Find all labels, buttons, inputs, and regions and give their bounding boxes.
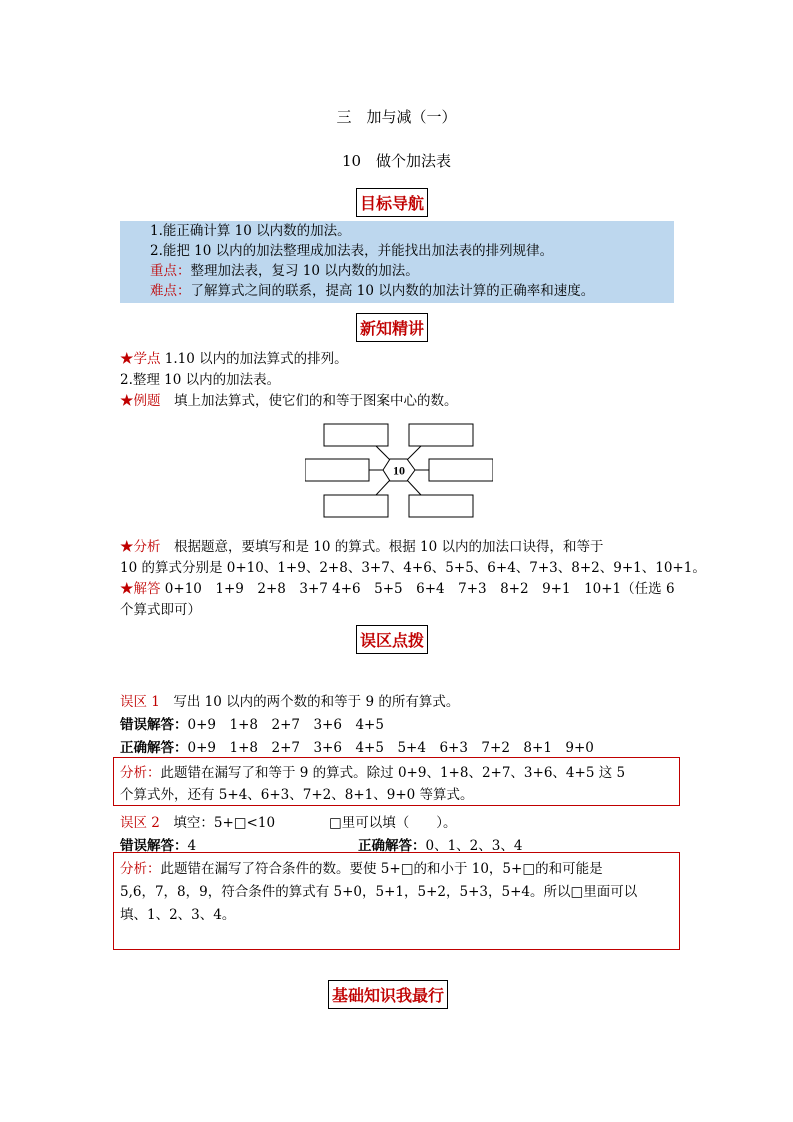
center-number: 10 xyxy=(393,463,405,478)
section-header-goals: 目标导航 xyxy=(356,188,428,217)
mistake1-analysis-text-1: 此题错在漏写了和等于 9 的算式。除过 0+9、1+8、2+7、3+6、4+5 这 5 xyxy=(160,765,626,781)
goal-line-1: 1.能正确计算 10 以内数的加法。 xyxy=(150,223,351,239)
difficulty-text: 了解算式之间的联系，提高 10 以内数的加法计算的正确率和速度。 xyxy=(190,283,595,299)
analysis-line-1 xyxy=(120,535,604,555)
mistake1-analysis-box xyxy=(113,757,680,806)
learning-point-1 xyxy=(120,347,348,367)
mistake2-right-label: 正确解答： xyxy=(358,838,426,854)
example-line xyxy=(120,389,458,409)
mistake1-label: 误区 1 xyxy=(120,694,160,710)
mistake1-question-text: 写出 10 以内的两个数的和等于 9 的所有算式。 xyxy=(159,694,460,710)
mistake1-analysis-label: 分析： xyxy=(120,765,161,781)
connector-top-right xyxy=(407,446,421,460)
answer-label: ★解答 xyxy=(120,581,161,597)
section-header-basics: 基础知识我最行 xyxy=(328,980,448,1009)
mistake1-right-text: 0+9 1+8 2+7 3+6 4+5 5+4 6+3 7+2 8+1 9+0 xyxy=(187,740,594,756)
mistake2-label: 误区 2 xyxy=(120,815,160,831)
mistake2-question xyxy=(120,811,457,831)
mistake1-right-answer xyxy=(120,736,594,756)
mistake1-right-label: 正确解答： xyxy=(120,740,188,756)
mistake2-right-answer xyxy=(358,834,522,854)
connector-bottom-left xyxy=(376,480,390,495)
goal-line-2: 2.能把 10 以内的加法整理成加法表，并能找出加法表的排列规律。 xyxy=(150,243,554,259)
mistake1-analysis-line-2: 个算式外，还有 5+4、6+3、7+2、8+1、9+0 等算式。 xyxy=(120,787,474,803)
answer-line-1 xyxy=(120,577,675,597)
mistake2-analysis-line-1 xyxy=(120,857,603,877)
mistake1-analysis-line-1 xyxy=(120,761,625,781)
example-label: ★例题 xyxy=(120,393,161,409)
answer-box-top-left xyxy=(324,424,388,446)
key-point-line xyxy=(150,261,419,281)
lesson-title: 10 做个加法表 xyxy=(341,152,452,170)
difficulty-label: 难点： xyxy=(150,283,191,299)
analysis-label: ★分析 xyxy=(120,539,161,555)
mistake2-analysis-label: 分析： xyxy=(120,861,161,877)
goals-box xyxy=(120,221,674,303)
key-point-label: 重点： xyxy=(150,263,191,279)
connector-bottom-right xyxy=(407,480,421,495)
mistake2-analysis-text-1: 此题错在漏写了符合条件的数。要使 5+□的和小于 10，5+□的和可能是 xyxy=(160,861,603,877)
answer-text-1: 0+10 1+9 2+8 3+7 4+6 5+5 6+4 7+3 8+2 9+1 10+1（任选 6 xyxy=(160,581,675,597)
mistake2-wrong-label: 错误解答： xyxy=(120,838,188,854)
mistake2-analysis-box xyxy=(113,852,680,950)
analysis-line-2: 10 的算式分别是 0+10、1+9、2+8、3+7、4+6、5+5、6+4、7+3、8+2、9+1、10+1。 xyxy=(120,560,706,576)
answer-box-top-right xyxy=(409,424,473,446)
mistake2-analysis-line-3: 填、1、2、3、4。 xyxy=(120,907,236,923)
mistake2-right-text: 0、1、2、3、4 xyxy=(425,838,523,854)
mistake1-question xyxy=(120,690,459,710)
section-header-new-knowledge: 新知精讲 xyxy=(356,313,428,342)
addition-diagram xyxy=(305,422,493,522)
mistake1-wrong-label: 错误解答： xyxy=(120,717,188,733)
example-text: 填上加法算式，使它们的和等于图案中心的数。 xyxy=(160,393,458,409)
learning-point-label: ★学点 xyxy=(120,351,161,367)
mistake2-analysis-line-2: 5,6，7，8，9，符合条件的算式有 5+0，5+1，5+2，5+3，5+4。所以□里面可以 xyxy=(120,884,638,900)
answer-box-bottom-right xyxy=(409,495,473,517)
mistake2-question-text: 填空：5+□<10 □里可以填（ ）。 xyxy=(159,815,457,831)
answer-box-bottom-left xyxy=(324,495,388,517)
connector-top-left xyxy=(376,446,390,460)
answer-box-middle-left xyxy=(305,459,369,481)
learning-point-2: 2.整理 10 以内的加法表。 xyxy=(120,372,281,388)
analysis-text-1: 根据题意，要填写和是 10 的算式。根据 10 以内的加法口诀得，和等于 xyxy=(160,539,604,555)
mistake2-wrong-answer xyxy=(120,834,196,854)
mistake2-wrong-text: 4 xyxy=(187,838,197,854)
key-point-text: 整理加法表，复习 10 以内数的加法。 xyxy=(190,263,419,279)
section-header-mistakes: 误区点拨 xyxy=(356,625,428,654)
mistake1-wrong-answer xyxy=(120,713,384,733)
learning-point-text: 1.10 以内的加法算式的排列。 xyxy=(160,351,348,367)
answer-box-middle-right xyxy=(429,459,493,481)
answer-line-2: 个算式即可） xyxy=(120,602,201,618)
chapter-title: 三 加与减（一） xyxy=(336,108,457,126)
mistake1-wrong-text: 0+9 1+8 2+7 3+6 4+5 xyxy=(187,717,384,733)
difficulty-line xyxy=(150,281,594,301)
